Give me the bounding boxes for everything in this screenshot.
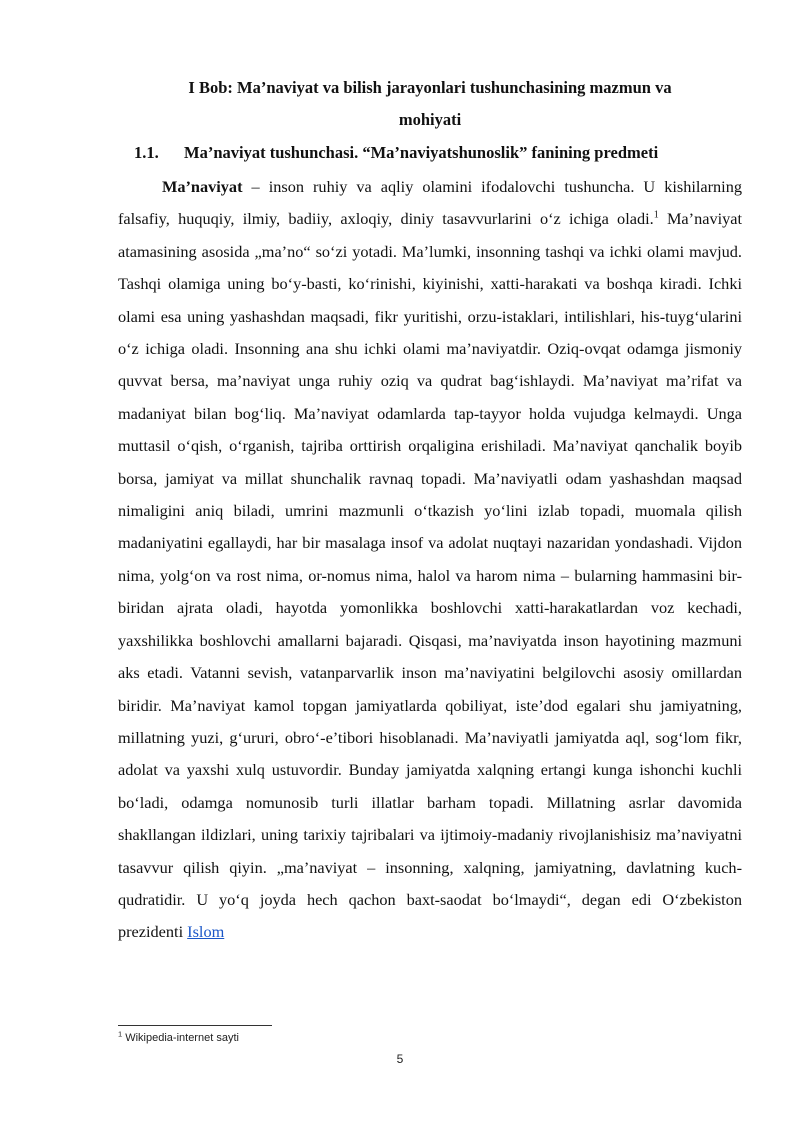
footnote xyxy=(118,1029,239,1044)
chapter-title-line-1: I Bob: Ma’naviyat va bilish jarayonlari tushunchasining mazmun va xyxy=(188,78,672,97)
section-number: 1.1. xyxy=(134,143,159,162)
section-heading xyxy=(118,140,742,166)
chapter-title xyxy=(118,72,742,136)
page-number: 5 xyxy=(396,1052,404,1066)
chapter-title-line-2: mohiyati xyxy=(398,110,462,129)
footnote-separator xyxy=(118,1025,272,1026)
footnote-marker: 1 xyxy=(118,1029,123,1039)
paragraph-main: Ma’naviyat atamasining asosida „ma’no“ so‘zi yotadi. Ma’lumki, insonning tashqi va ichki olami mavjud. Tashqi olamiga uning bo‘y-basti, ko‘rinishi, kiyinishi, xatti-harakati va boshqa kiradi. Ichki olami esa uning yashashdan maqsadi, fikr yuritishi, orzu-istaklari, intilishlari, his-tuyg‘ularini o‘z ichiga oladi. Insonning ana shu ichki olami ma’naviyatdir. Oziq-ovqat odamga jismoniy quvvat bersa, ma’naviyat unga ruhiy oziq va qudrat bag‘ishlaydi. Ma’naviyat ma’rifat va madaniyat bilan bog‘liq. Ma’naviyat odamlarda tap-tayyor holda vujudga kelmaydi. Unga muttasil o‘qish, o‘rganish, tajriba orttirish orqaligina erishiladi. Ma’naviyat qanchalik boyib borsa, jamiyat va millat shunchalik ravnaq topadi. Ma’naviyatli odam yashashdan maqsad nimaligini aniq biladi, umrini mazmunli o‘tkazish yo‘lini izlab topadi, muomala qilish madaniyatini egallaydi, har bir masalaga insof va adolat nuqtayi nazaridan yondashadi. Vijdon nima, yolg‘on va rost nima, or-nomus nima, halol va harom nima – bularning hammasini bir-biridan ajrata oladi, hayotda yomonlikka boshlovchi xatti-harakatlardan voz kechadi, yaxshilikka boshlovchi amallarni bajaradi. Qisqasi, ma’naviyatda inson hayotining mazmuni aks etadi. Vatanni sevish, vatanparvarlik inson ma’naviyatini belgilovchi asosiy omillardan biridir. Ma’naviyat kamol topgan jamiyatlarda qobiliyat, iste’dod egalari shu jamiyatning, millatning yuzi, g‘ururi, obro‘-e’tibori hisoblanadi. Ma’naviyatli jamiyatda aql, sog‘lom fikr, adolat va yaxshi xulq ustuvordir. Bunday jamiyatda xalqning ertangi kunga ishonchi kuchli bo‘ladi, odamga nomunosib turli illatlar barham topadi. Millatning asrlar davomida shakllangan ildizlari, uning tarixiy tajribalari va ijtimoiy-madaniy rivojlanishisiz ma’naviyatni tasavvur qilish qiyin. „ma’naviyat – insonning, xalqning, jamiyatning, davlatning kuch-qudratidir. U yo‘q joyda hech qachon baxt-saodat bo‘lmaydi“, degan edi O‘zbekiston prezidenti xyxy=(118,209,742,942)
body-paragraph xyxy=(118,171,742,949)
paragraph-intro: – inson ruhiy va aqliy olamini ifodalovchi tushuncha. U kishilarning falsafiy, huquqiy, ilmiy, badiiy, axloqiy, diniy tasavvurlarini o‘z ichiga oladi. xyxy=(118,177,742,229)
footnote-text: Wikipedia-internet sayti xyxy=(122,1032,239,1044)
footnote-reference[interactable]: 1 xyxy=(653,209,659,221)
hyperlink-islom[interactable]: Islom xyxy=(187,922,225,942)
section-title: Ma’naviyat tushunchasi. “Ma’naviyatshunoslik” fanining predmeti xyxy=(184,143,659,162)
term-bold: Ma’naviyat xyxy=(162,177,243,196)
